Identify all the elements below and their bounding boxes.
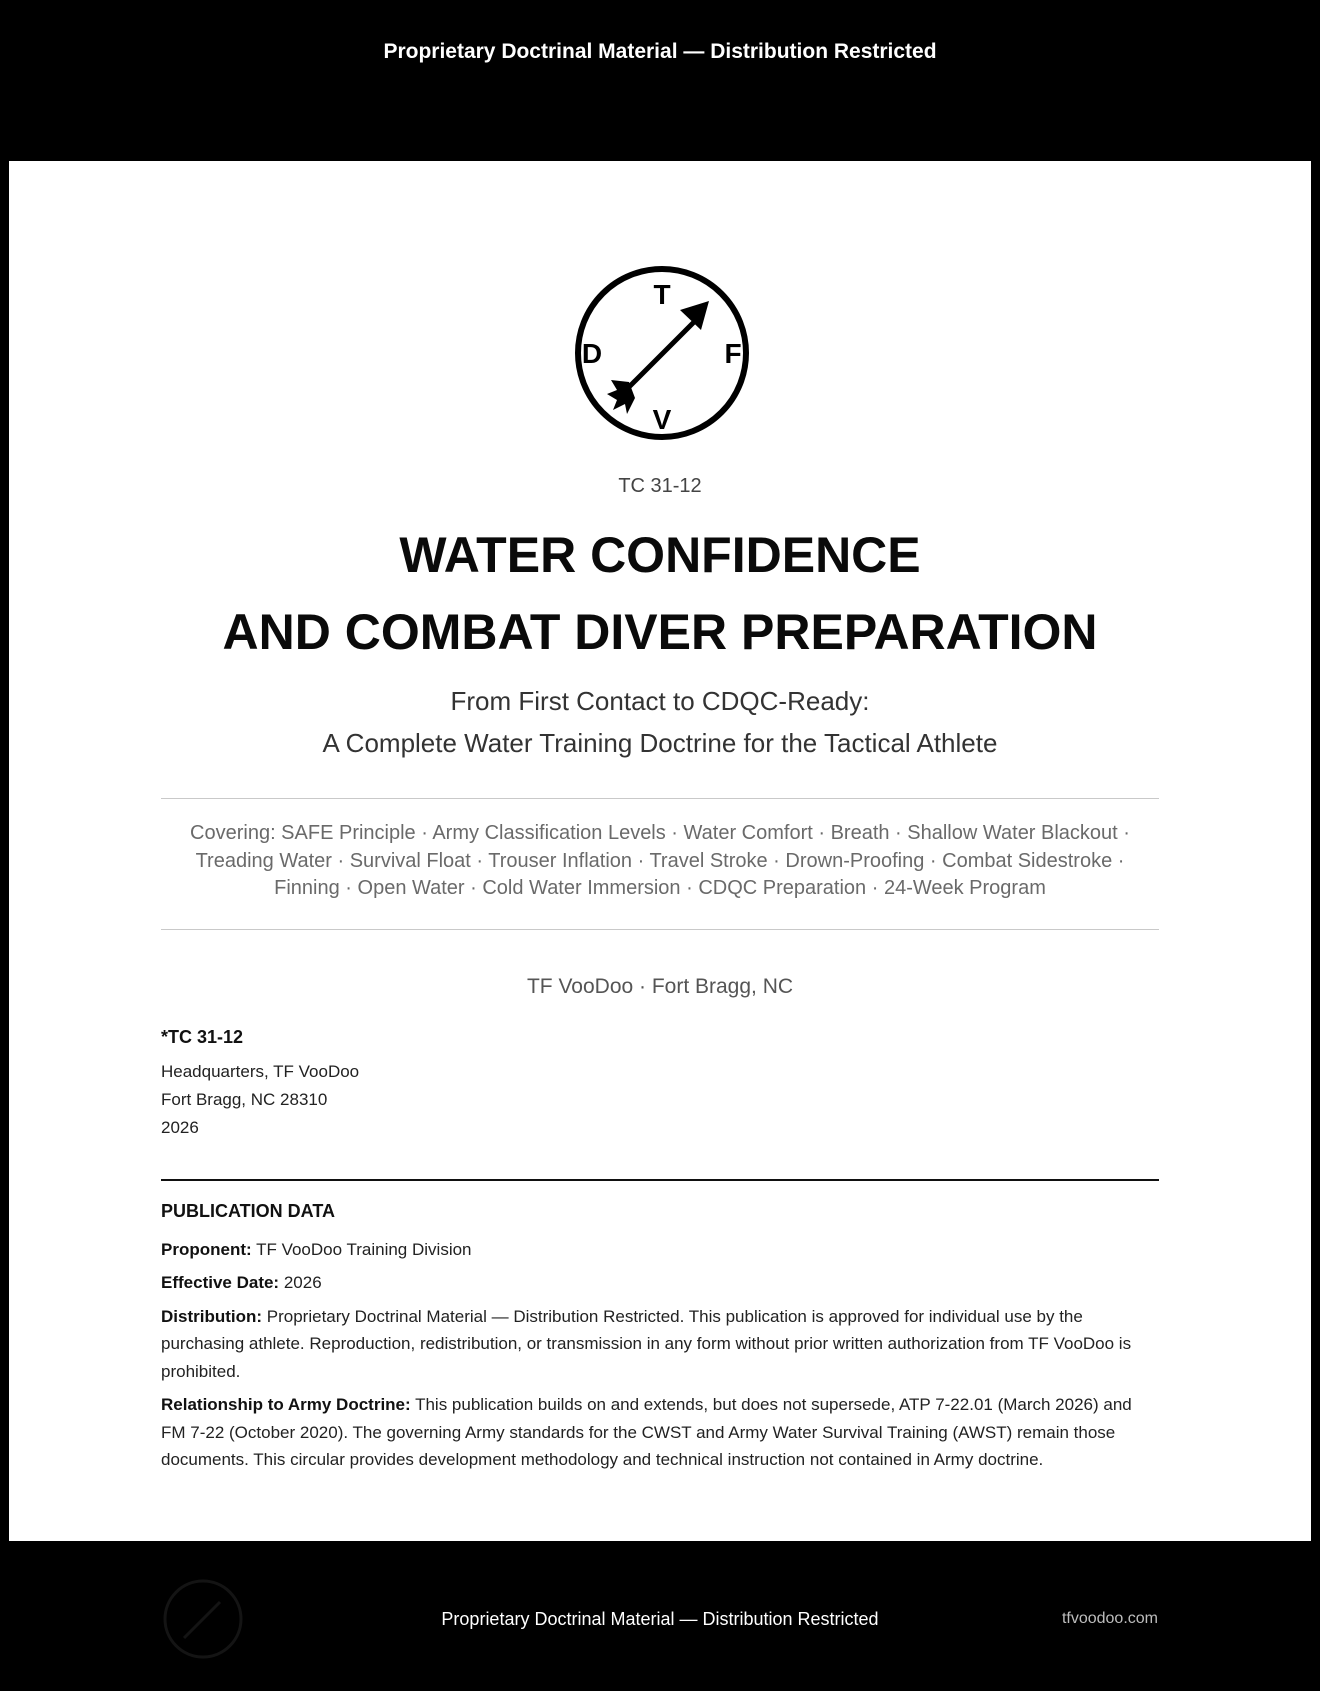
top-bar	[0, 0, 1320, 161]
proponent-label: Proponent:	[161, 1239, 252, 1259]
organization-line: TF VooDoo · Fort Bragg, NC	[526, 975, 794, 998]
divider-bottom	[161, 929, 1159, 930]
relationship-label: Relationship to Army Doctrine:	[161, 1395, 411, 1414]
logo-letter-left: D	[581, 338, 603, 369]
covering-line-2: Treading Water · Survival Float · Trouser Inflation · Travel Stroke · Drown-Proofing · Combat Sidestroke ·	[195, 849, 1125, 872]
document-title	[9, 517, 1311, 671]
distribution-row	[161, 1303, 1159, 1386]
relationship-row	[161, 1391, 1159, 1474]
effective-date-label: Effective Date:	[161, 1273, 280, 1292]
document-page	[9, 161, 1311, 1541]
effective-date-row	[161, 1269, 1159, 1297]
subtitle-line-1: From First Contact to CDQC-Ready:	[450, 686, 870, 716]
distribution-value: Proprietary Doctrinal Material — Distribution Restricted. This publication is approved for individual use by the purchasing athlete. Reproduction, redistribution, or transmission in any form without prior written authorization from TF VooDoo is prohibited.	[161, 1306, 1132, 1381]
section-divider	[161, 1179, 1159, 1181]
covering-topics	[161, 820, 1159, 903]
logo-letter-top: T	[653, 279, 671, 310]
footer-banner: Proprietary Doctrinal Material — Distribution Restricted	[441, 1609, 879, 1629]
covering-line-1: Covering: SAFE Principle · Army Classification Levels · Water Comfort · Breath · Shallow Water Blackout ·	[190, 822, 1130, 844]
publication-data	[161, 1198, 1159, 1480]
proponent-value: TF VooDoo Training Division	[251, 1239, 472, 1259]
identification-block	[161, 1027, 761, 1142]
covering-line-3: Finning · Open Water · Cold Water Immersion · CDQC Preparation · 24-Week Program	[274, 877, 1046, 899]
subtitle-line-2: A Complete Water Training Doctrine for the Tactical Athlete	[322, 728, 998, 758]
tc-number: TC 31-12	[618, 475, 702, 497]
title-line-2: AND COMBAT DIVER PREPARATION	[222, 604, 1098, 660]
identification-line-1: Headquarters, TF VooDoo	[161, 1062, 360, 1081]
proponent-row	[161, 1236, 1159, 1264]
identification-line-3: 2026	[161, 1118, 199, 1137]
document-subtitle	[9, 680, 1311, 764]
logo-letter-right: F	[724, 338, 742, 369]
title-line-1: WATER CONFIDENCE	[399, 527, 921, 583]
arrow-icon	[607, 301, 709, 414]
tfdv-compass-logo	[571, 262, 753, 444]
publication-data-heading: PUBLICATION DATA	[161, 1201, 335, 1221]
relationship-value: This publication builds on and extends, but does not supersede, ATP 7-22.01 (March 2026) and FM 7-22 (October 2020). The governing Army standards for the CWST and Army Water Survival Training (AWST) remain those documents. This circular provides development methodology and technical instruction not contained in Army doctrine.	[161, 1395, 1132, 1469]
header-banner: Proprietary Doctrinal Material — Distribution Restricted	[383, 40, 937, 63]
logo-letter-bottom: V	[652, 404, 672, 435]
footer-url[interactable]: tfvoodoo.com	[1061, 1610, 1158, 1627]
divider-top	[161, 798, 1159, 799]
distribution-label: Distribution:	[161, 1306, 263, 1326]
effective-date-value: 2026	[279, 1273, 322, 1292]
identification-line-2: Fort Bragg, NC 28310	[161, 1090, 328, 1109]
identification-number: *TC 31-12	[161, 1027, 244, 1047]
